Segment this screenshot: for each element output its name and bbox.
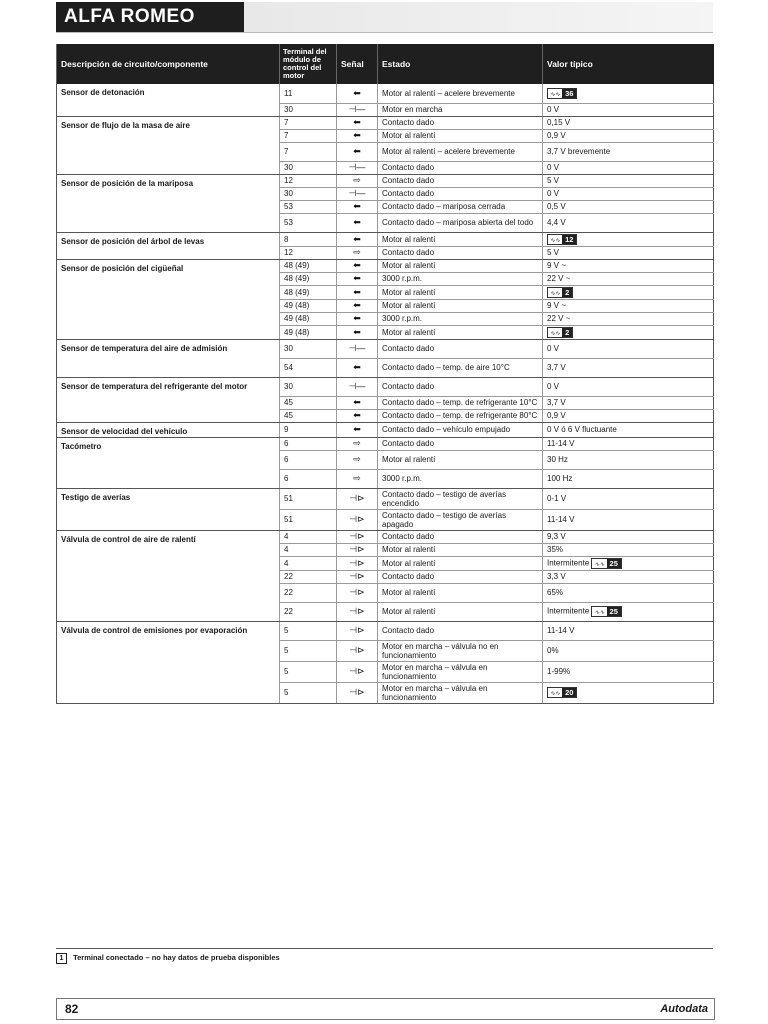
terminal-cell: 7 — [280, 142, 337, 161]
value-text: 5 V — [547, 176, 560, 185]
value-text: 11-14 V — [547, 515, 575, 524]
value-text: 9 V ~ — [547, 301, 566, 310]
value-text: 11-14 V — [547, 626, 575, 635]
test-data-table — [56, 44, 714, 704]
waveform-reference-number: 25 — [607, 607, 621, 616]
value-text: 3,7 V — [547, 363, 566, 372]
arrow-left-icon: ⬅ — [337, 272, 378, 285]
value-cell — [543, 325, 714, 339]
table-row — [57, 116, 714, 129]
waveform-reference-number: 2 — [562, 328, 572, 337]
terminal-cell: 7 — [280, 116, 337, 129]
terminal-cell: 8 — [280, 232, 337, 246]
component-name: Sensor de velocidad del vehículo — [57, 422, 280, 437]
state-cell: 3000 r.p.m. — [378, 469, 543, 488]
value-text: 0-1 V — [547, 494, 567, 503]
state-cell: Contacto dado – temp. de aire 10°C — [378, 358, 543, 377]
table-header-row — [57, 44, 714, 84]
value-text: 3,7 V — [547, 398, 566, 407]
value-cell — [543, 246, 714, 259]
waveform-glyph: ∿∿ — [550, 330, 561, 337]
value-cell — [543, 142, 714, 161]
oscilloscope-waveform-icon — [591, 558, 621, 569]
value-text: Intermitente — [547, 558, 590, 568]
state-cell: Motor en marcha – válvula no en funcionamiento — [378, 640, 543, 661]
oscilloscope-waveform-icon — [547, 287, 573, 298]
terminal-cell: 30 — [280, 339, 337, 358]
value-cell — [543, 312, 714, 325]
switch-icon: ⊣⊳ — [337, 682, 378, 703]
terminal-cell: 5 — [280, 682, 337, 703]
terminal-cell: 6 — [280, 469, 337, 488]
waveform-glyph: ∿∿ — [594, 561, 605, 568]
value-cell — [543, 509, 714, 530]
arrow-left-icon: ⬅ — [337, 358, 378, 377]
terminal-cell: 22 — [280, 583, 337, 602]
state-cell: Contacto dado – temp. de refrigerante 80°C — [378, 409, 543, 422]
value-text: 22 V ~ — [547, 274, 571, 283]
value-cell — [543, 409, 714, 422]
state-cell: Contacto dado — [378, 339, 543, 358]
value-text: 0 V — [547, 105, 560, 114]
component-name: Sensor de posición del cigüeñal — [57, 259, 280, 339]
arrow-right-icon: ⇨ — [337, 246, 378, 259]
terminal-cell: 53 — [280, 213, 337, 232]
arrow-left-icon: ⬅ — [337, 312, 378, 325]
oscilloscope-waveform-icon — [547, 234, 577, 245]
arrow-left-icon: ⬅ — [337, 422, 378, 437]
terminal-cell: 53 — [280, 200, 337, 213]
switch-icon: ⊣⊳ — [337, 602, 378, 621]
state-cell: Contacto dado — [378, 530, 543, 543]
value-cell — [543, 232, 714, 246]
state-cell: Motor en marcha – válvula en funcionamiento — [378, 682, 543, 703]
arrow-left-icon: ⬅ — [337, 232, 378, 246]
terminal-cell: 30 — [280, 377, 337, 396]
table-row — [57, 437, 714, 450]
terminal-cell: 22 — [280, 570, 337, 583]
value-cell — [543, 103, 714, 116]
footnote-box: 1 — [56, 953, 67, 964]
value-text: 9 V ~ — [547, 261, 566, 270]
state-cell: Contacto dado — [378, 116, 543, 129]
state-cell: Motor al ralentí — [378, 129, 543, 142]
oscilloscope-waveform-icon — [591, 606, 621, 617]
header-terminal: Terminal del módulo de control del motor — [280, 44, 337, 84]
value-text: 35% — [547, 545, 564, 554]
table-row — [57, 259, 714, 272]
table-row — [57, 488, 714, 509]
terminal-cell: 4 — [280, 530, 337, 543]
header-state: Estado — [378, 44, 543, 84]
table-body — [57, 84, 714, 703]
state-cell: Contacto dado — [378, 377, 543, 396]
terminal-cell: 4 — [280, 556, 337, 570]
terminal-cell: 45 — [280, 409, 337, 422]
value-text: 3,7 V brevemente — [547, 147, 611, 156]
value-text: 0,9 V — [547, 131, 566, 140]
terminal-cell: 48 (49) — [280, 285, 337, 299]
state-cell: Motor al ralentí – acelere brevemente — [378, 84, 543, 103]
arrow-left-icon: ⬅ — [337, 84, 378, 103]
terminal-cell: 11 — [280, 84, 337, 103]
value-cell — [543, 621, 714, 640]
arrow-left-icon: ⬅ — [337, 259, 378, 272]
value-cell — [543, 422, 714, 437]
value-cell — [543, 583, 714, 602]
state-cell: 3000 r.p.m. — [378, 312, 543, 325]
terminal-cell: 48 (49) — [280, 272, 337, 285]
state-cell: Contacto dado – mariposa abierta del todo — [378, 213, 543, 232]
table-row — [57, 621, 714, 640]
brand-bar-fill — [244, 2, 713, 32]
value-text: 0 V — [547, 382, 560, 391]
waveform-reference-number: 2 — [562, 288, 572, 297]
brand-title: ALFA ROMEO — [56, 2, 244, 32]
component-name: Sensor de detonación — [57, 84, 280, 116]
value-text: 1-99% — [547, 667, 571, 676]
arrow-left-icon: ⬅ — [337, 325, 378, 339]
value-text: 11-14 V — [547, 439, 575, 448]
state-cell: Contacto dado – vehículo empujado — [378, 422, 543, 437]
value-text: 0,15 V — [547, 118, 571, 127]
switch-icon: ⊣⊳ — [337, 621, 378, 640]
terminal-cell: 5 — [280, 640, 337, 661]
value-text: 4,4 V — [547, 218, 566, 227]
table-row — [57, 84, 714, 103]
waveform-reference-number: 20 — [562, 688, 576, 697]
arrow-left-icon: ⬅ — [337, 142, 378, 161]
value-cell — [543, 84, 714, 103]
state-cell: Contacto dado — [378, 621, 543, 640]
waveform-glyph: ∿∿ — [550, 290, 561, 297]
switch-icon: ⊣⊳ — [337, 509, 378, 530]
switch-icon: ⊣⊳ — [337, 570, 378, 583]
publisher-logo: Autodata — [660, 1003, 708, 1015]
state-cell: Motor al ralentí — [378, 556, 543, 570]
terminal-cell: 49 (48) — [280, 299, 337, 312]
value-cell — [543, 259, 714, 272]
brand-header — [56, 2, 713, 33]
terminal-cell: 51 — [280, 509, 337, 530]
arrow-left-icon: ⬅ — [337, 200, 378, 213]
ground-icon: ⊣— — [337, 187, 378, 200]
value-cell — [543, 469, 714, 488]
state-cell: Motor al ralentí – acelere brevemente — [378, 142, 543, 161]
state-cell: Contacto dado — [378, 161, 543, 174]
value-cell — [543, 450, 714, 469]
component-name: Sensor de temperatura del aire de admisión — [57, 339, 280, 377]
state-cell: Contacto dado — [378, 246, 543, 259]
terminal-cell: 30 — [280, 161, 337, 174]
terminal-cell: 22 — [280, 602, 337, 621]
switch-icon: ⊣⊳ — [337, 640, 378, 661]
ground-icon: ⊣— — [337, 339, 378, 358]
state-cell: Motor en marcha – válvula en funcionamiento — [378, 661, 543, 682]
oscilloscope-waveform-icon — [547, 327, 573, 338]
arrow-right-icon: ⇨ — [337, 469, 378, 488]
value-cell — [543, 661, 714, 682]
arrow-left-icon: ⬅ — [337, 285, 378, 299]
state-cell: Contacto dado – testigo de averías encendido — [378, 488, 543, 509]
value-cell — [543, 682, 714, 703]
state-cell: Contacto dado – temp. de refrigerante 10°C — [378, 396, 543, 409]
arrow-right-icon: ⇨ — [337, 437, 378, 450]
terminal-cell: 30 — [280, 187, 337, 200]
state-cell: Motor al ralentí — [378, 583, 543, 602]
value-cell — [543, 602, 714, 621]
terminal-cell: 49 (48) — [280, 312, 337, 325]
waveform-reference-number: 25 — [607, 559, 621, 568]
value-text: 3,3 V — [547, 572, 566, 581]
page-footer — [56, 998, 715, 1020]
value-text: 5 V — [547, 248, 560, 257]
value-text: 0 V — [547, 163, 560, 172]
switch-icon: ⊣⊳ — [337, 543, 378, 556]
terminal-cell: 6 — [280, 450, 337, 469]
value-cell — [543, 358, 714, 377]
arrow-left-icon: ⬅ — [337, 129, 378, 142]
terminal-cell: 30 — [280, 103, 337, 116]
value-cell — [543, 161, 714, 174]
value-cell — [543, 396, 714, 409]
table-row — [57, 232, 714, 246]
value-cell — [543, 339, 714, 358]
waveform-reference-number: 36 — [562, 89, 576, 98]
ground-icon: ⊣— — [337, 161, 378, 174]
value-text: 9,3 V — [547, 532, 566, 541]
waveform-reference-number: 12 — [562, 235, 576, 244]
component-name: Tacómetro — [57, 437, 280, 488]
header-signal: Señal — [337, 44, 378, 84]
arrow-right-icon: ⇨ — [337, 450, 378, 469]
component-name: Sensor de temperatura del refrigerante del motor — [57, 377, 280, 422]
state-cell: Contacto dado – mariposa cerrada — [378, 200, 543, 213]
table-row — [57, 530, 714, 543]
value-cell — [543, 200, 714, 213]
value-cell — [543, 299, 714, 312]
state-cell: Motor al ralentí — [378, 232, 543, 246]
value-text: 0,9 V — [547, 411, 566, 420]
switch-icon: ⊣⊳ — [337, 661, 378, 682]
table-row — [57, 339, 714, 358]
header-value: Valor típico — [543, 44, 714, 84]
value-text: 0 V ó 6 V fluctuante — [547, 425, 617, 434]
footnote — [56, 948, 713, 964]
value-text: 0 V — [547, 189, 560, 198]
oscilloscope-waveform-icon — [547, 88, 577, 99]
footnote-text: Terminal conectado – no hay datos de prueba disponibles — [73, 953, 280, 962]
table-row — [57, 174, 714, 187]
value-cell — [543, 377, 714, 396]
value-cell — [543, 488, 714, 509]
state-cell: Motor al ralentí — [378, 450, 543, 469]
value-cell — [543, 530, 714, 543]
ground-icon: ⊣— — [337, 103, 378, 116]
switch-icon: ⊣⊳ — [337, 530, 378, 543]
terminal-cell: 49 (48) — [280, 325, 337, 339]
arrow-left-icon: ⬅ — [337, 213, 378, 232]
state-cell: 3000 r.p.m. — [378, 272, 543, 285]
state-cell: Motor al ralentí — [378, 325, 543, 339]
component-name: Sensor de flujo de la masa de aire — [57, 116, 280, 174]
terminal-cell: 6 — [280, 437, 337, 450]
terminal-cell: 7 — [280, 129, 337, 142]
terminal-cell: 4 — [280, 543, 337, 556]
waveform-glyph: ∿∿ — [550, 237, 561, 244]
switch-icon: ⊣⊳ — [337, 556, 378, 570]
arrow-left-icon: ⬅ — [337, 116, 378, 129]
value-text: 100 Hz — [547, 474, 573, 483]
state-cell: Contacto dado – testigo de averías apagado — [378, 509, 543, 530]
terminal-cell: 9 — [280, 422, 337, 437]
header-component: Descripción de circuito/componente — [57, 44, 280, 84]
component-name: Sensor de posición de la mariposa — [57, 174, 280, 232]
terminal-cell: 54 — [280, 358, 337, 377]
value-cell — [543, 543, 714, 556]
value-text: Intermitente — [547, 606, 590, 616]
value-text: 22 V ~ — [547, 314, 571, 323]
table-row — [57, 422, 714, 437]
state-cell: Motor en marcha — [378, 103, 543, 116]
value-cell — [543, 556, 714, 570]
terminal-cell: 12 — [280, 246, 337, 259]
value-text: 0,5 V — [547, 202, 566, 211]
value-text: 0 V — [547, 344, 560, 353]
waveform-glyph: ∿∿ — [550, 691, 561, 697]
state-cell: Contacto dado — [378, 570, 543, 583]
waveform-glyph: ∿∿ — [594, 610, 605, 616]
waveform-glyph: ∿∿ — [550, 91, 561, 98]
table-row — [57, 377, 714, 396]
value-cell — [543, 285, 714, 299]
value-cell — [543, 174, 714, 187]
value-cell — [543, 437, 714, 450]
state-cell: Motor al ralentí — [378, 259, 543, 272]
value-text: 65% — [547, 588, 564, 597]
value-cell — [543, 213, 714, 232]
terminal-cell: 5 — [280, 661, 337, 682]
state-cell: Motor al ralentí — [378, 602, 543, 621]
arrow-left-icon: ⬅ — [337, 299, 378, 312]
value-cell — [543, 116, 714, 129]
arrow-right-icon: ⇨ — [337, 174, 378, 187]
state-cell: Contacto dado — [378, 187, 543, 200]
value-text: 0% — [547, 646, 559, 655]
value-cell — [543, 640, 714, 661]
state-cell: Contacto dado — [378, 437, 543, 450]
component-name: Válvula de control de aire de ralentí — [57, 530, 280, 621]
ground-icon: ⊣— — [337, 377, 378, 396]
component-name: Válvula de control de emisiones por evaporación — [57, 621, 280, 703]
state-cell: Motor al ralentí — [378, 299, 543, 312]
value-cell — [543, 187, 714, 200]
arrow-left-icon: ⬅ — [337, 409, 378, 422]
component-name: Testigo de averías — [57, 488, 280, 530]
oscilloscope-waveform-icon — [547, 687, 577, 698]
terminal-cell: 45 — [280, 396, 337, 409]
terminal-cell: 12 — [280, 174, 337, 187]
value-text: 30 Hz — [547, 455, 568, 464]
value-cell — [543, 129, 714, 142]
state-cell: Motor al ralentí — [378, 285, 543, 299]
state-cell: Contacto dado — [378, 174, 543, 187]
value-cell — [543, 570, 714, 583]
component-name: Sensor de posición del árbol de levas — [57, 232, 280, 259]
state-cell: Motor al ralentí — [378, 543, 543, 556]
page-number: 82 — [65, 1002, 79, 1016]
value-cell — [543, 272, 714, 285]
terminal-cell: 5 — [280, 621, 337, 640]
arrow-left-icon: ⬅ — [337, 396, 378, 409]
terminal-cell: 51 — [280, 488, 337, 509]
switch-icon: ⊣⊳ — [337, 488, 378, 509]
switch-icon: ⊣⊳ — [337, 583, 378, 602]
terminal-cell: 48 (49) — [280, 259, 337, 272]
